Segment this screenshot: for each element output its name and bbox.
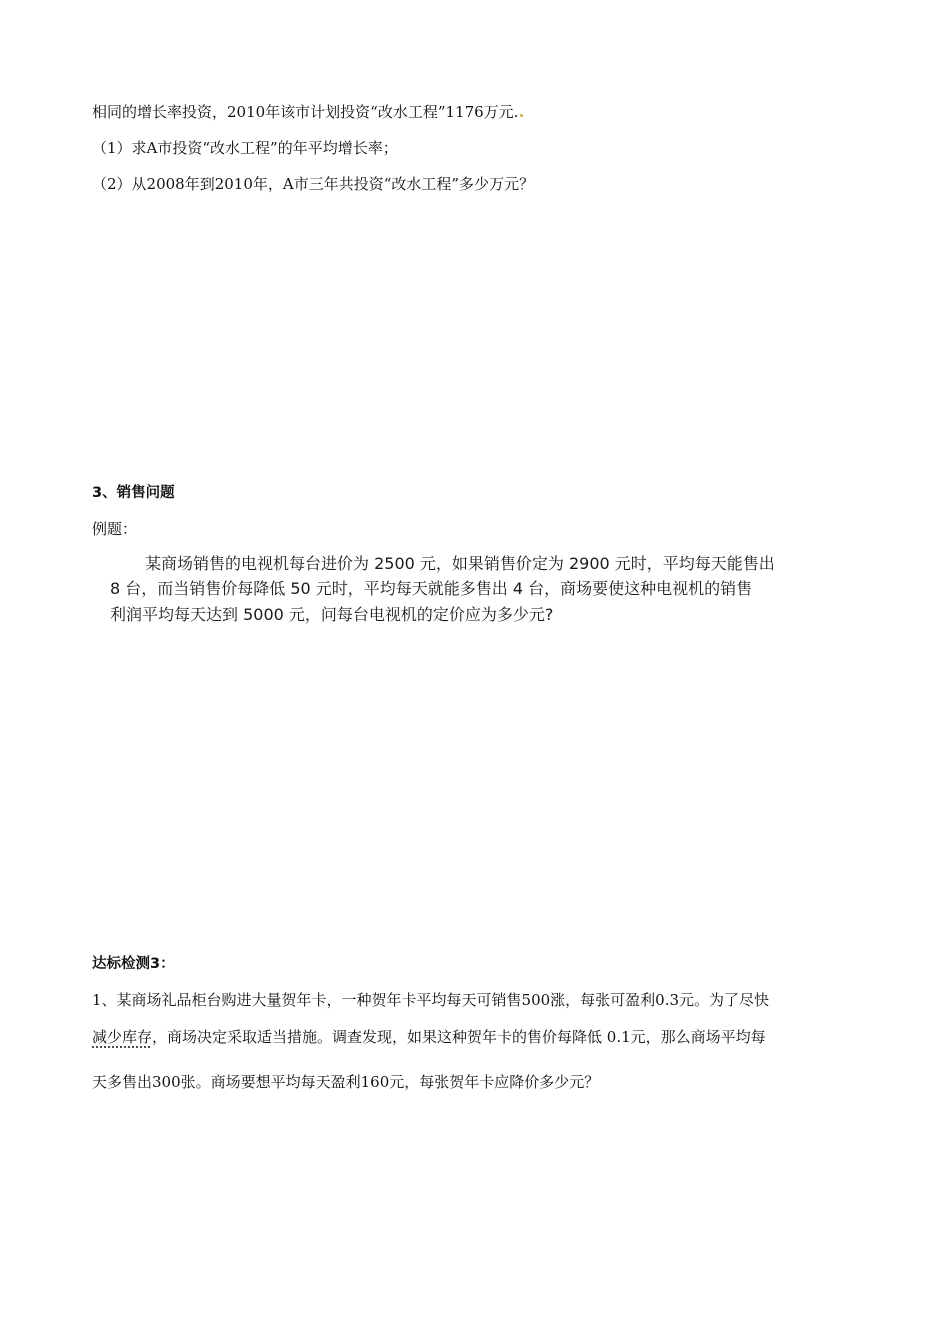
question-1: （1）求A市投资“改水工程”的年平均增长率； — [92, 139, 398, 157]
check-problem-line-1: 1、某商场礼品柜台购进大量贺年卡，一种贺年卡平均每天可销售500涨，每张可盈利0.3元。为了尽快 — [92, 991, 770, 1009]
emphasized-phrase: 减少库存 — [92, 1028, 153, 1046]
example-line-2: 8 台，而当销售价每降低 50 元时，平均每天就能多售出 4 台，商场要使这种电视机的销售 — [110, 579, 753, 598]
example-line-1: 某商场销售的电视机每台进价为 2500 元，如果销售价定为 2900 元时，平均每天能售出 — [145, 554, 775, 573]
question-2: （2）从2008年到2010年，A市三年共投资“改水工程”多少万元？ — [92, 175, 535, 193]
continued-problem-text: 相同的增长率投资，2010年该市计划投资“改水工程”1176万元. — [92, 103, 519, 121]
check-problem-line-2-text: ，商场决定采取适当措施。调查发现，如果这种贺年卡的售价每降低 0.1元，那么商场平均每 — [152, 1028, 766, 1046]
scan-mark — [520, 114, 523, 117]
example-line-3: 利润平均每天达到 5000 元，问每台电视机的定价应为多少元? — [110, 605, 554, 624]
continued-problem-line — [92, 102, 523, 122]
check-problem-line-2 — [92, 1027, 766, 1047]
example-label: 例题： — [92, 520, 138, 538]
section-3-title: 3、销售问题 — [92, 485, 175, 501]
check-3-title: 达标检测3： — [92, 956, 175, 972]
check-problem-line-3: 天多售出300张。商场要想平均每天盈利160元，每张贺年卡应降价多少元？ — [92, 1073, 600, 1091]
